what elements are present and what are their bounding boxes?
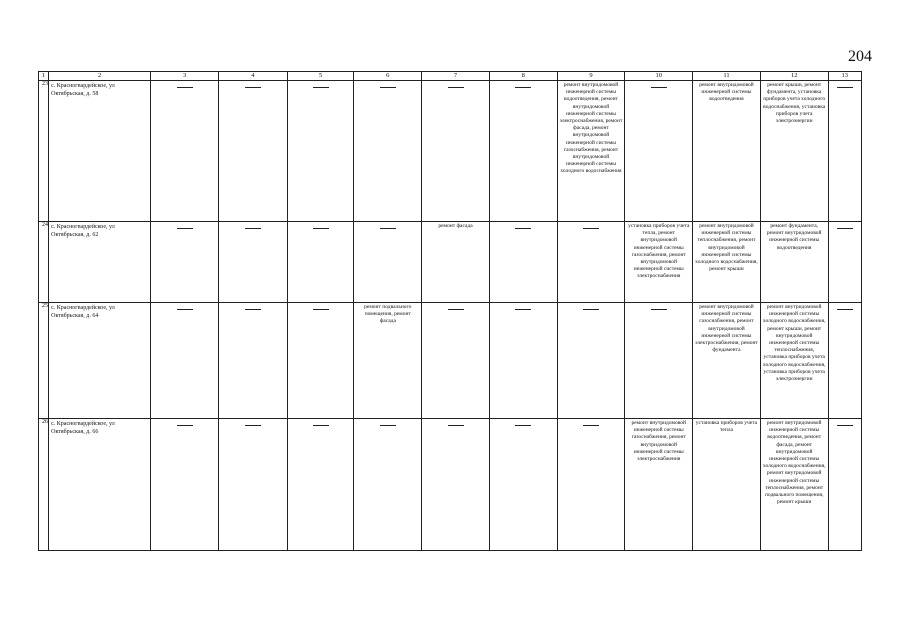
column-header: 12: [760, 72, 828, 81]
empty-cell: [218, 222, 287, 303]
dash-mark: [380, 425, 396, 426]
dash-mark: [380, 87, 396, 88]
empty-cell: [557, 222, 625, 303]
empty-cell: [489, 303, 557, 419]
dash-mark: [245, 425, 261, 426]
dash-mark: [515, 228, 531, 229]
address-cell: с. Красногвардейское, ул Октябрьская, д. 62: [49, 222, 151, 303]
column-header: 4: [218, 72, 287, 81]
row-number: 24: [39, 222, 49, 303]
table-row: [39, 222, 862, 303]
table-row: [39, 419, 862, 551]
address-cell: с. Красногвардейское, ул Октябрьская, д. 64: [49, 303, 151, 419]
work-cell: ремонт внутридомовой инженерной системы теплоснабжения, ремонт внутридомовой инженерной системы холодного водоснабжения, ремонт крыши: [693, 222, 761, 303]
dash-mark: [177, 87, 193, 88]
empty-cell: [151, 419, 219, 551]
column-number-row: [39, 72, 862, 81]
dash-mark: [515, 309, 531, 310]
dash-mark: [380, 228, 396, 229]
column-header: 1: [39, 72, 49, 81]
work-cell: ремонт внутридомовой инженерной системы водоотведения: [693, 81, 761, 222]
empty-cell: [625, 81, 693, 222]
address-cell: с. Красногвардейское, ул Октябрьская, д. 66: [49, 419, 151, 551]
dash-mark: [448, 309, 464, 310]
repair-schedule-table: [38, 71, 862, 551]
column-header: 11: [693, 72, 761, 81]
dash-mark: [651, 87, 667, 88]
work-cell: ремонт внутридомовой инженерной системы водоотведения, ремонт внутридомовой инженерной системы электроснабжения, ремонт фасада, ремонт внутридомовой инженерной системы газоснабжения, ремонт внутридомовой инженерной системы холодного водоснабжения: [557, 81, 625, 222]
work-cell: ремонт крыши, ремонт фундамента, установка приборов учета холодного водоснабжения, установка приборов учета электроэнергии: [760, 81, 828, 222]
empty-cell: [151, 222, 219, 303]
dash-mark: [177, 425, 193, 426]
dash-mark: [245, 309, 261, 310]
column-header: 10: [625, 72, 693, 81]
work-cell: ремонт фасада: [422, 222, 490, 303]
column-header: 2: [49, 72, 151, 81]
empty-cell: [422, 419, 490, 551]
dash-mark: [313, 425, 329, 426]
dash-mark: [515, 87, 531, 88]
dash-mark: [837, 425, 853, 426]
dash-mark: [837, 87, 853, 88]
empty-cell: [625, 303, 693, 419]
empty-cell: [828, 81, 861, 222]
work-cell: ремонт фундамента, ремонт внутридомовой инженерной системы водоотведения: [760, 222, 828, 303]
empty-cell: [354, 81, 422, 222]
empty-cell: [354, 222, 422, 303]
dash-mark: [313, 228, 329, 229]
empty-cell: [828, 419, 861, 551]
work-cell: ремонт внутридомовой инженерной системы газоснабжения, ремонт внутридомовой инженерной системы электроснабжения: [625, 419, 693, 551]
empty-cell: [489, 419, 557, 551]
dash-mark: [651, 309, 667, 310]
row-number: 26: [39, 419, 49, 551]
table-row: [39, 303, 862, 419]
column-header: 7: [422, 72, 490, 81]
empty-cell: [287, 419, 354, 551]
dash-mark: [448, 425, 464, 426]
empty-cell: [489, 81, 557, 222]
work-cell: установка приборов учета тепла, ремонт внутридомовой инженерной системы газоснабжения, ремонт внутридомовой инженерной системы электроснабжения: [625, 222, 693, 303]
work-cell: установка приборов учета тепла: [693, 419, 761, 551]
column-header: 8: [489, 72, 557, 81]
empty-cell: [218, 419, 287, 551]
empty-cell: [828, 222, 861, 303]
column-header: 6: [354, 72, 422, 81]
empty-cell: [218, 81, 287, 222]
column-header: 5: [287, 72, 354, 81]
dash-mark: [313, 309, 329, 310]
empty-cell: [422, 81, 490, 222]
dash-mark: [177, 228, 193, 229]
dash-mark: [583, 309, 599, 310]
column-header: 9: [557, 72, 625, 81]
empty-cell: [218, 303, 287, 419]
dash-mark: [245, 87, 261, 88]
work-cell: ремонт внутридомовой инженерной системы холодного водоснабжения, ремонт крыши, ремонт внутридомовой инженерной системы теплоснабжения, установка приборов учета холодного водоснабжения, установка приборов учета электроэнергии: [760, 303, 828, 419]
empty-cell: [354, 419, 422, 551]
empty-cell: [557, 419, 625, 551]
empty-cell: [557, 303, 625, 419]
table-row: [39, 81, 862, 222]
empty-cell: [287, 222, 354, 303]
empty-cell: [489, 222, 557, 303]
dash-mark: [837, 309, 853, 310]
page-number: 204: [848, 48, 872, 65]
column-header: 3: [151, 72, 219, 81]
dash-mark: [515, 425, 531, 426]
row-number: 25: [39, 303, 49, 419]
dash-mark: [245, 228, 261, 229]
work-cell: ремонт внутридомовой инженерной системы водоотведения, ремонт фасада, ремонт внутридомовой инженерной системы холодного водоснабжения, ремонт внутридомовой инженерной системы теплоснабжения, ремонт подвального помещения, ремонт крыши: [760, 419, 828, 551]
empty-cell: [828, 303, 861, 419]
dash-mark: [448, 87, 464, 88]
empty-cell: [287, 303, 354, 419]
dash-mark: [313, 87, 329, 88]
dash-mark: [837, 228, 853, 229]
column-header: 13: [828, 72, 861, 81]
row-number: 23: [39, 81, 49, 222]
dash-mark: [177, 309, 193, 310]
work-cell: ремонт подвального помещения, ремонт фасада: [354, 303, 422, 419]
work-cell: ремонт внутридомовой инженерной системы газоснабжения, ремонт внутридомовой инженерной системы электроснабжения, ремонт фундамента: [693, 303, 761, 419]
empty-cell: [151, 303, 219, 419]
address-cell: с. Красногвардейское, ул Октябрьская, д. 58: [49, 81, 151, 222]
empty-cell: [422, 303, 490, 419]
empty-cell: [287, 81, 354, 222]
empty-cell: [151, 81, 219, 222]
dash-mark: [583, 228, 599, 229]
dash-mark: [583, 425, 599, 426]
